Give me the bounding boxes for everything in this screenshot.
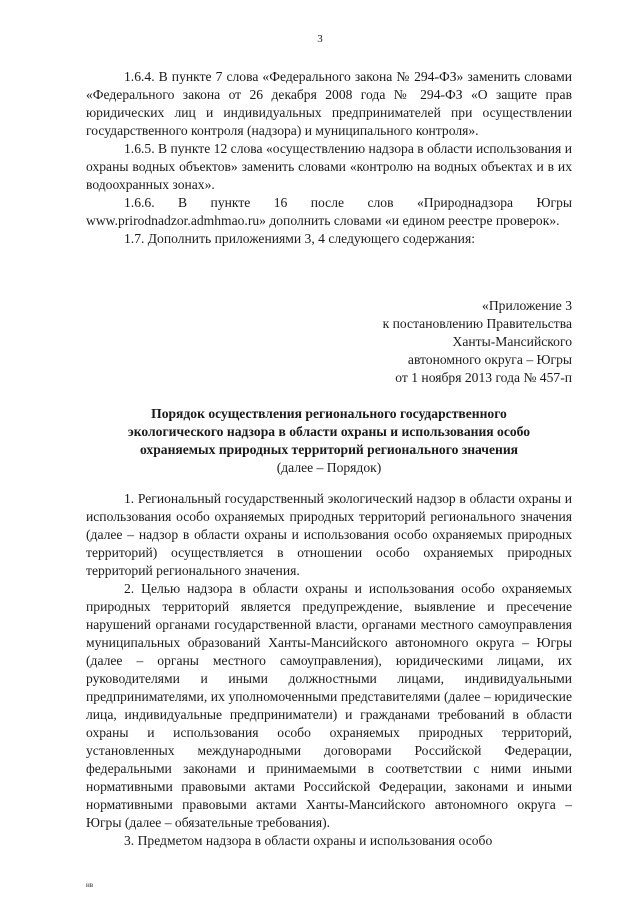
paragraph-1-6-4: 1.6.4. В пункте 7 слова «Федерального закона № 294-ФЗ» заменить словами «Федерального закона от 26 декабря 2008 года № 294-ФЗ «О защите прав юридических лиц и индивидуальных предпринимателей при осуществлении государственного контроля (надзора) и муниципального контроля». (86, 69, 572, 138)
paragraph-1-6-6: 1.6.6. В пункте 16 после слов «Природнадзора Югры www.prirodnadzor.admhmao.ru» дополнить словами «и едином реестре проверок». (86, 195, 572, 228)
paragraph-2: 2. Целью надзора в области охраны и использования особо охраняемых природных территорий является предупреждение, выявление и пресечение нарушений органами государственной власти, органами местного самоуправления муниципальных образований Ханты-Мансийского автономного округа – Югры (далее – органы местного самоуправления), юридическими лицами, их руководителями и иными должностными лицами, индивидуальными предпринимателями, их уполномоченными представителями (далее – юридические лица, индивидуальные предприниматели) и гражданами требований в области охраны и использования особо охраняемых природных территорий, установленных международными договорами Российской Федерации, федеральными законами и принимаемыми в соответствии с ними иными нормативными правовыми актами Российской Федерации, законами и иными нормативными правовыми актами Ханты-Мансийского автономного округа – Югры (далее – обязательные требования). (86, 581, 572, 830)
title-line: экологического надзора в области охраны и использования особо (127, 424, 531, 439)
paragraph-1: 1. Региональный государственный экологический надзор в области охраны и использования особо охраняемых природных территорий регионального значения (далее – надзор в области охраны и использования особо охраняемых природных территорий) осуществляется в отношении особо охраняемых природных территорий регионального значения. (86, 491, 572, 578)
title-subline: (далее – Порядок) (276, 460, 382, 475)
page-number: 3 (317, 33, 323, 45)
appendix-line: автономного округа – Югры (407, 352, 572, 367)
intro-section (86, 68, 572, 248)
appendix-line: Ханты-Мансийского (452, 334, 572, 349)
appendix-line: к постановлению Правительства (382, 316, 572, 331)
appendix-line: «Приложение 3 (482, 298, 572, 313)
paragraph-1-7: 1.7. Дополнить приложениями 3, 4 следующего содержания: (124, 231, 475, 246)
paragraph-1-6-5: 1.6.5. В пункте 12 слова «осуществлению надзора в области использования и охраны водных объектов» заменить словами «контролю на водных объектах и в их водоохранных зонах». (86, 141, 572, 192)
title-line: охраняемых природных территорий регионального значения (139, 442, 519, 457)
body-section (86, 490, 572, 850)
paragraph-3: 3. Предметом надзора в области охраны и использования особо (124, 833, 493, 848)
appendix-line: от 1 ноября 2013 года № 457-п (395, 370, 572, 385)
appendix-header (300, 297, 572, 387)
title-line: Порядок осуществления регионального государственного (151, 406, 507, 421)
footer-mark: нв (86, 881, 94, 889)
document-title (86, 405, 572, 477)
